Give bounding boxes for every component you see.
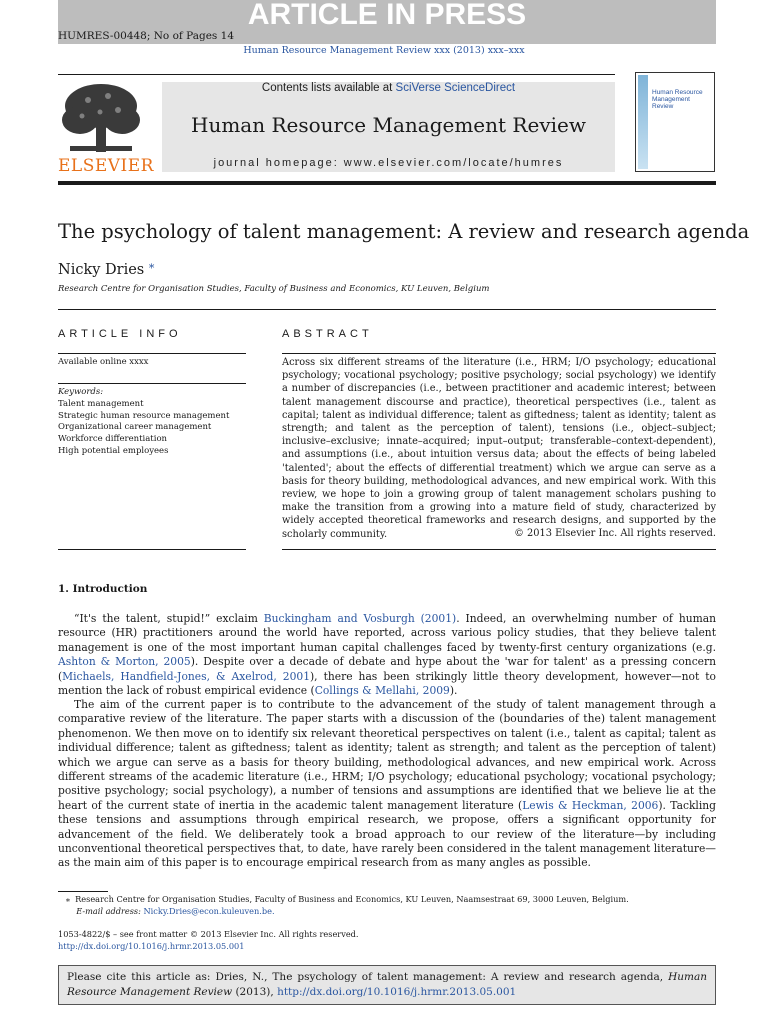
article-title: The psychology of talent management: A review and research agenda [58, 220, 750, 243]
article-info-heading: ARTICLE INFO [58, 328, 182, 340]
article-info-rule [58, 383, 246, 384]
keyword: Talent management [58, 398, 144, 409]
citation-link[interactable]: Michaels, Handfield-Jones, & Axelrod, 2001 [62, 669, 311, 683]
author-name: Nicky Dries [58, 261, 145, 278]
abstract-rule [282, 549, 716, 550]
author [58, 258, 154, 278]
cover-stripe [638, 75, 648, 169]
author-email-link[interactable]: Nicky.Dries@econ.kuleuven.be. [143, 906, 275, 916]
front-matter-line: 1053-4822/$ – see front matter © 2013 Elsevier Inc. All rights reserved. [58, 929, 359, 939]
intro-paragraph-1 [58, 612, 716, 698]
cite-journal: Human Resource Management Review [67, 971, 707, 998]
affiliation: Research Centre for Organisation Studies, Faculty of Business and Economics, KU Leuven, Belgium [58, 284, 490, 294]
footnote-address: Research Centre for Organisation Studies, Faculty of Business and Economics, KU Leuven, Naamsestraat 69, 3000 Leuven, Belgium. [75, 894, 629, 904]
footnote-mark: ⁎ [65, 894, 70, 904]
cite-year: (2013), [232, 985, 278, 998]
author-footnote-mark[interactable]: ⁎ [148, 258, 155, 271]
text-run: “It's the talent, stupid!” exclaim [74, 612, 264, 625]
journal-masthead [162, 82, 615, 172]
cover-title: Human Resource Management Review [652, 89, 703, 111]
header-rule-top [58, 74, 615, 75]
cite-doi-link[interactable]: http://dx.doi.org/10.1016/j.hrmr.2013.05.001 [277, 985, 517, 998]
keyword: High potential employees [58, 445, 169, 456]
journal-cover-thumbnail [635, 72, 715, 172]
contents-line [162, 82, 615, 94]
abstract-text: Across six different streams of the literature (i.e., HRM; I/O psychology; educational psychology; vocational psychology; positive psychology; social psychology) we identify a number of discrepancies (i.e., between practitioner and academic interest; between talent management discourse and practice), theoretical perspectives (i.e., talent as capital; talent as individual difference; talent as giftedness; talent as identity; talent as strength; and talent as the perception of talent), tensions (i.e., object–subject; inclusive–exclusive; innate–acquired; input–output; transferable–context-dependent), and assumptions (i.e., about intuition versus data; about the effects of being labeled 'talented'; about the effects of differential treatment) which we argue can serve as a basis for theory building, methodological advances, and new empirical work. With this review, we hope to join a growing group of talent management scholars pushing to make the transition from a growing into a mature field of study, characterized by widely accepted theoretical frameworks and research designs, and supported by the scholarly community. [282, 357, 716, 540]
text-run: ). [449, 684, 458, 698]
available-online: Available online xxxx [58, 357, 149, 367]
abstract-heading: ABSTRACT [282, 328, 373, 340]
article-in-press-banner: ARTICLE IN PRESS [58, 0, 716, 44]
abstract-rule [282, 353, 716, 354]
footnote-address-line [58, 893, 716, 905]
journal-title: Human Resource Management Review [191, 113, 586, 137]
citation-link[interactable]: Buckingham and Vosburgh (2001) [263, 612, 457, 625]
manuscript-id: HUMRES-00448; No of Pages 14 [58, 30, 234, 42]
footnote-rule [58, 891, 108, 892]
contents-prefix: Contents lists available at [261, 82, 396, 94]
doi-link[interactable]: http://dx.doi.org/10.1016/j.hrmr.2013.05.001 [58, 941, 245, 951]
citation-link[interactable]: Lewis & Heckman, 2006 [522, 798, 659, 812]
keyword: Strategic human resource management [58, 410, 230, 421]
email-label: E-mail address: [76, 906, 141, 916]
affiliation-rule [58, 309, 716, 310]
text-run: . Indeed, an overwhelming number of human resource (HR) practitioners around the world have reported, across various policy studies, that they believe talent management is one of the most important human capital challenges faced by twenty-first century organizations (e.g. [58, 612, 716, 654]
citation-link[interactable]: Collings & Mellahi, 2009 [314, 684, 450, 698]
text-run: ). Tackling these tensions and assumptions through empirical research, we propose, offers a significant opportunity for advancement of the field. We deliberately took a broad approach to our review of the literature—by including unconventional theoretical perspectives that, to date, have rarely been considered in the talent management literature—as the main aim of this paper is to encourage empirical research from as many angles as possible. [58, 798, 716, 870]
keyword: Organizational career management [58, 422, 212, 433]
text-run: ). Despite over a decade of debate and hype about the 'war for talent' as a pressing concern ( [58, 655, 716, 683]
abstract-copyright: © 2013 Elsevier Inc. All rights reserved. [514, 528, 716, 539]
journal-homepage[interactable]: journal homepage: www.elsevier.com/locate/humres [213, 157, 564, 169]
sciverse-link[interactable]: SciVerse ScienceDirect [395, 82, 516, 94]
section-heading-introduction: 1. Introduction [58, 583, 148, 595]
elsevier-wordmark: ELSEVIER [58, 156, 154, 176]
keywords-block [58, 387, 229, 458]
cite-prefix: Please cite this article as: Dries, N., The psychology of talent management: A review and research agenda, [67, 971, 669, 983]
article-info-rule [58, 353, 246, 354]
footnote-email-line [58, 905, 716, 917]
text-run: The aim of the current paper is to contribute to the advancement of the study of talent management through a comparative review of the literature. The paper starts with a discussion of the (boundaries of the) talent management phenomenon. We then move on to identify six relevant theoretical perspectives on talent (i.e., talent as capital; talent as individual difference; talent as giftedness; talent as identity; talent as strength; and talent as the perception of talent) which we argue can serve as a basis for theory building, methodological advances, and new empirical work. Across different streams of the academic literature (i.e., HRM; I/O psychology; educational psychology; vocational psychology; positive psychology; social psychology), a number of tensions and assumptions are identified that we believe lie at the heart of the current state of inertia in the academic talent management literature ( [58, 698, 716, 812]
journal-citation-link[interactable]: Human Resource Management Review xxx (2013) xxx–xxx [243, 45, 525, 56]
citation-link[interactable]: Ashton & Morton, 2005 [58, 655, 191, 669]
keyword: Workforce differentiation [58, 434, 168, 445]
intro-paragraph-2 [58, 698, 716, 871]
keywords-label: Keywords: [58, 387, 104, 397]
text-run: ), there has been strikingly little theory development, however—not to mention the lack of robust empirical evidence ( [58, 669, 716, 698]
author-footnote [58, 893, 716, 917]
front-matter [58, 928, 359, 952]
cite-this-article-box [58, 965, 716, 1005]
article-info-rule [58, 549, 246, 550]
header-rule-bottom [58, 181, 716, 185]
